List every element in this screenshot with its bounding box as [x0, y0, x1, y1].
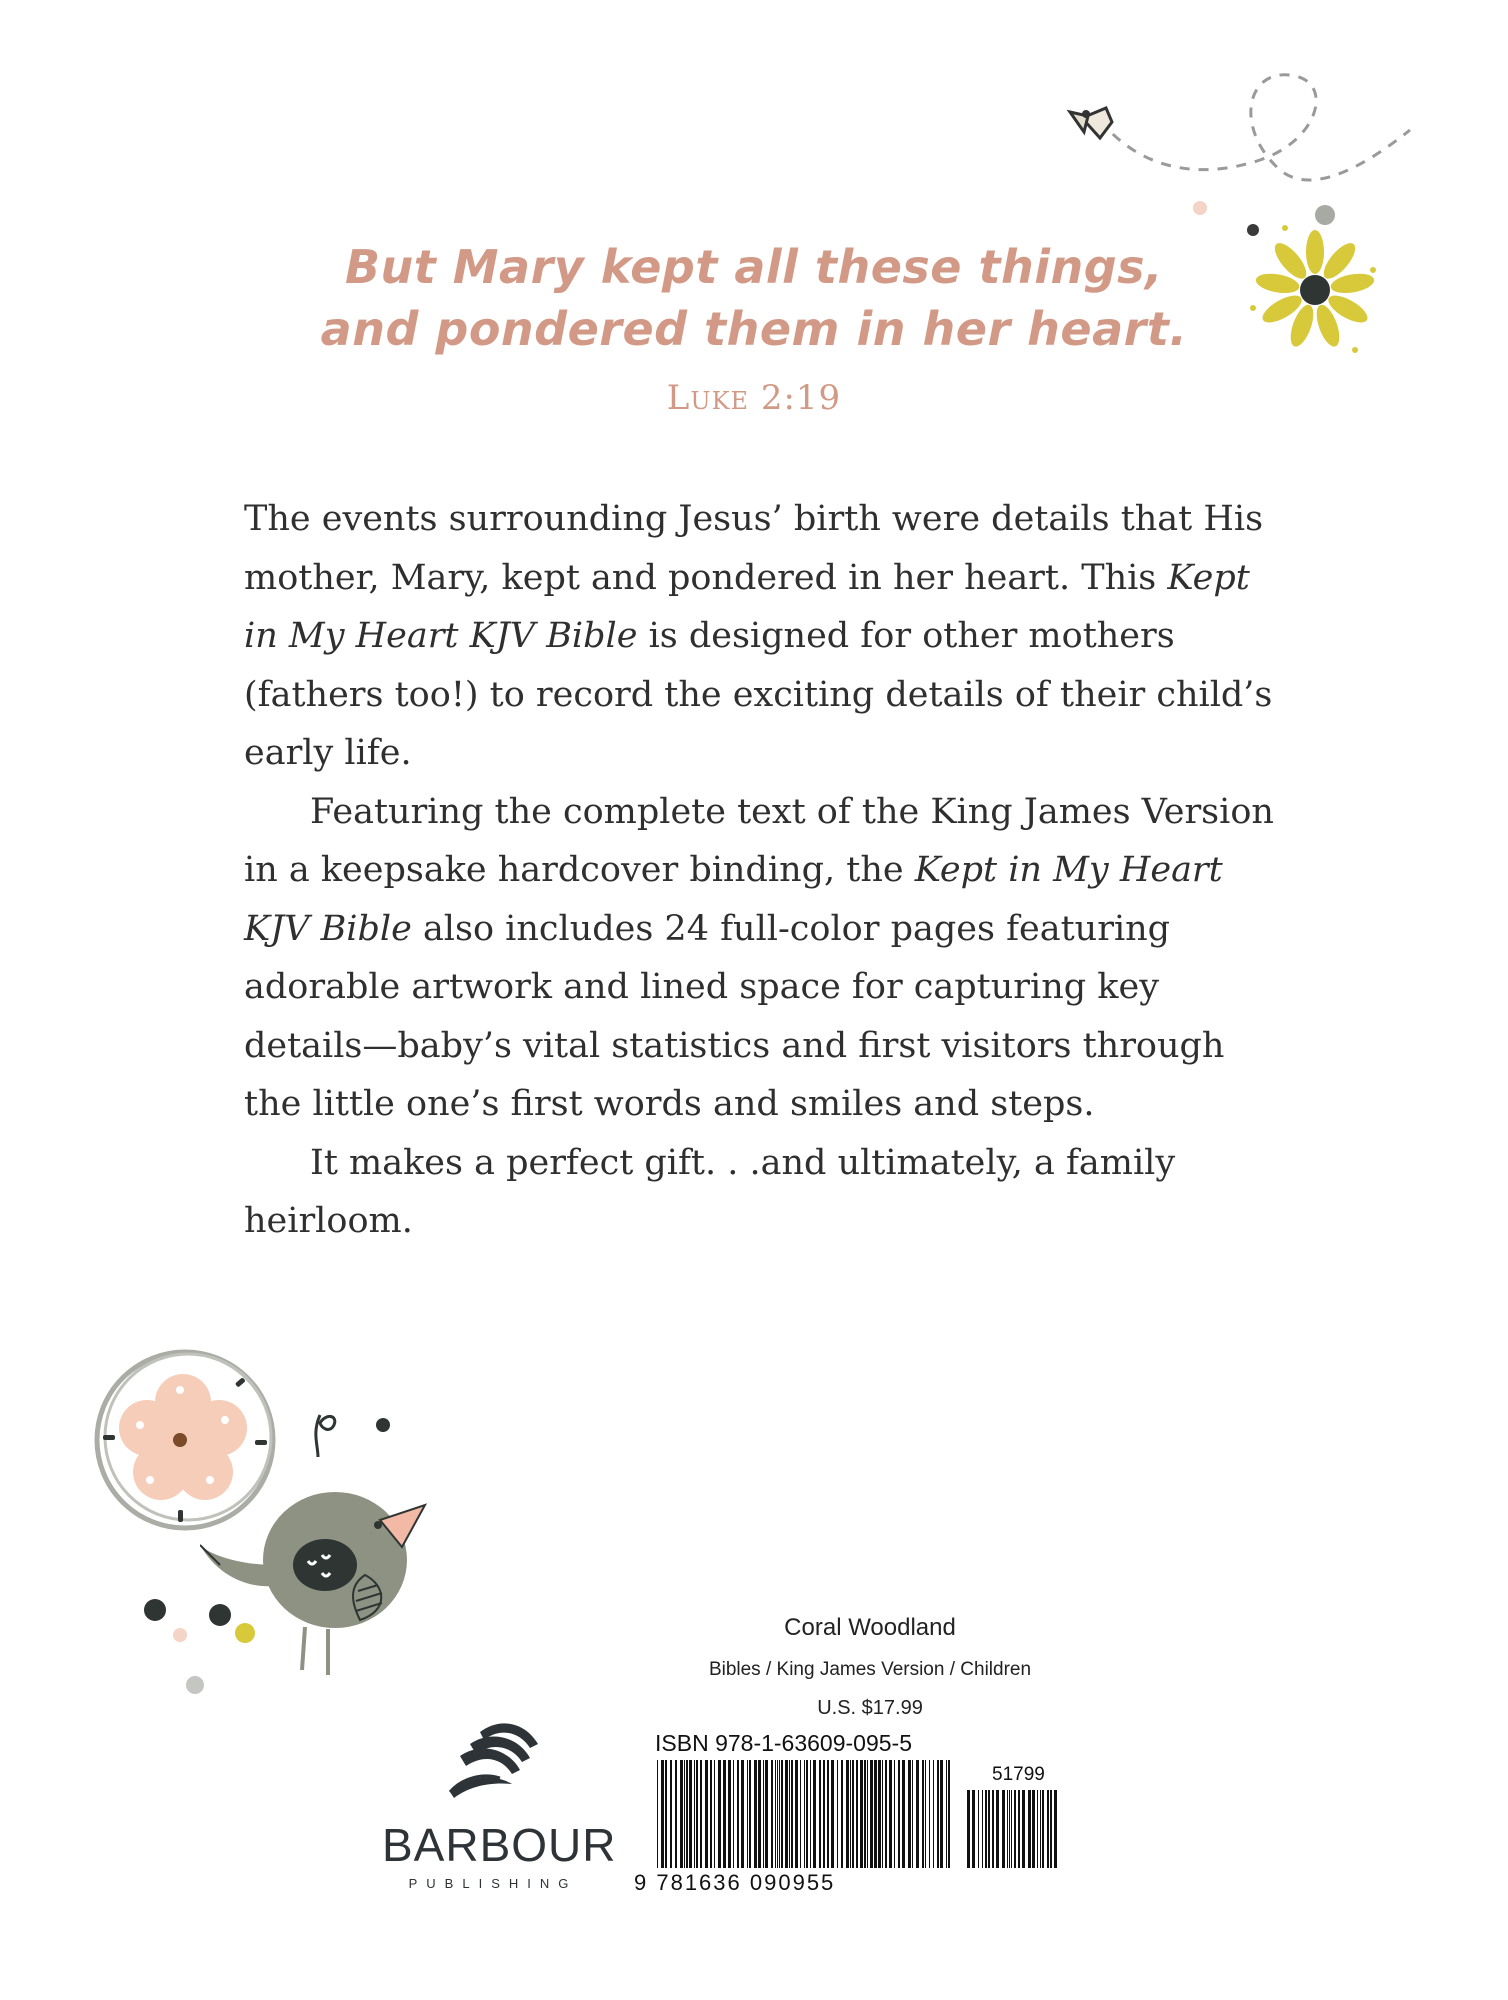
barcode-bar	[988, 1790, 990, 1868]
barcode-bar	[775, 1760, 776, 1868]
barcode-bar	[675, 1760, 677, 1868]
price-code: 51799	[992, 1764, 1045, 1785]
barcode-bar	[754, 1760, 757, 1868]
barcode-bar	[1022, 1790, 1025, 1868]
barcode-bar	[912, 1760, 913, 1868]
p2-book-title: Kept in My Heart KJV Bible	[244, 850, 1223, 949]
barcode-bar	[1014, 1790, 1016, 1868]
barcode-bar	[916, 1760, 919, 1868]
barcode-bar	[758, 1760, 761, 1868]
barcode-bar	[823, 1760, 825, 1868]
barcode-bar	[1040, 1790, 1041, 1868]
barcode-bar	[1009, 1790, 1010, 1868]
barcode-bar	[749, 1760, 751, 1868]
description-paragraph-3: It makes a perfect gift. . .and ultimately, a family heirloom.	[244, 1142, 1176, 1241]
barcode-bar	[972, 1790, 975, 1868]
barcode-bar	[870, 1760, 873, 1868]
barcode-bar	[982, 1790, 983, 1868]
barcode-bar	[898, 1760, 900, 1868]
category-path: Bibles / King James Version / Children	[708, 1659, 1032, 1680]
barcode-bar	[819, 1760, 821, 1868]
barcode-bar	[908, 1760, 911, 1868]
barcode-bar	[860, 1760, 863, 1868]
barcode-bar	[680, 1760, 683, 1868]
barcode-bar	[856, 1760, 858, 1868]
barcode-bar	[728, 1760, 731, 1868]
barcode-bar	[670, 1760, 672, 1868]
p1-text-b: is designed for other mothers (fathers too!) to record the exciting details of their child’s early life.	[244, 616, 1273, 773]
barcode-bar	[827, 1760, 829, 1868]
barcode-bar	[741, 1760, 744, 1868]
barcode-bar	[733, 1760, 734, 1868]
barcode-bar	[882, 1760, 883, 1868]
barcode-bar	[795, 1760, 798, 1868]
barcode-bar	[763, 1760, 764, 1868]
barcode-bar	[700, 1760, 702, 1868]
barcode-bar	[785, 1760, 788, 1868]
barcode-bar	[933, 1760, 934, 1868]
barcode-bar	[902, 1760, 905, 1868]
barcode-bar	[1047, 1790, 1049, 1868]
barcode-bar	[710, 1760, 712, 1868]
barcode-bar	[723, 1760, 726, 1868]
barcode-bar	[885, 1760, 887, 1868]
barcode-bar	[696, 1760, 698, 1868]
barcode-bar	[922, 1760, 924, 1868]
barcode-bar	[684, 1760, 685, 1868]
barcode-bar	[1007, 1790, 1008, 1868]
isbn: ISBN 978-1-63609-095-5	[655, 1730, 912, 1756]
barcode-bar	[985, 1790, 987, 1868]
barcode-bar	[1032, 1790, 1035, 1868]
barcode-digits: 9 781636 090955	[634, 1870, 836, 1895]
barcode-bar	[874, 1760, 877, 1868]
quote-reference: Luke 2:19	[666, 378, 842, 418]
barcode-bar	[946, 1760, 947, 1868]
quote-line-1: But Mary kept all these things,	[344, 240, 1164, 294]
barcode-bar	[800, 1760, 801, 1868]
barcode-bar	[737, 1760, 739, 1868]
barcode-bar	[925, 1760, 926, 1868]
barcode-bar	[718, 1760, 721, 1868]
barcode-bar	[813, 1760, 816, 1868]
barcode-bar	[940, 1760, 943, 1868]
barcode-bar	[810, 1760, 811, 1868]
barcode-bar	[837, 1760, 838, 1868]
barcode-bar	[779, 1760, 780, 1868]
edition-name: Coral Woodland	[784, 1614, 956, 1641]
barcode-bar	[1054, 1790, 1057, 1868]
barcode-addon-icon	[965, 1790, 1063, 1868]
barcode-icon	[655, 1760, 953, 1868]
barcode-bar	[889, 1760, 892, 1868]
bird-dots	[130, 1590, 330, 1710]
barcode-bar	[791, 1760, 793, 1868]
barcode-bar	[929, 1760, 930, 1868]
barcode-bar	[686, 1760, 688, 1868]
description	[244, 490, 1284, 1251]
p1-book-title: Kept in My Heart KJV Bible	[244, 557, 1250, 656]
barcode-bar	[657, 1760, 658, 1868]
description-paragraph-2	[244, 783, 1284, 1134]
price: U.S. $17.99	[817, 1697, 923, 1719]
barcode-bar	[996, 1790, 999, 1868]
description-paragraph-1	[244, 490, 1284, 783]
p1-text-a: The events surrounding Jesus’ birth were details that His mother, Mary, kept and pondered in her heart. This	[244, 499, 1264, 598]
barcode-bar	[948, 1760, 950, 1868]
barcode-bar	[1050, 1790, 1052, 1868]
barcode-bar	[789, 1760, 790, 1868]
barcode-bar	[852, 1760, 854, 1868]
barcode-bar	[694, 1760, 695, 1868]
barcode-bar	[831, 1760, 834, 1868]
barcode-bar	[992, 1790, 994, 1868]
barcode-bar	[781, 1760, 783, 1868]
barcode-bar	[978, 1790, 979, 1868]
barcode-bar	[846, 1760, 849, 1868]
quote-line-2: and pondered them in her heart.	[320, 302, 1188, 356]
barcode-bar	[804, 1760, 805, 1868]
barcode-bar	[867, 1760, 868, 1868]
p2-text-b: also includes 24 full-color pages featuring adorable artwork and lined space for capturing key details—baby’s vital statistics and first visitors through the little one’s first words and smiles and steps.	[244, 908, 1225, 1124]
barcode-bar	[937, 1760, 939, 1868]
barcode-bar	[665, 1760, 667, 1868]
publisher-name: BARBOUR	[382, 1819, 617, 1871]
publisher-sub: PUBLISHING	[408, 1876, 578, 1891]
barcode-bar	[661, 1760, 664, 1868]
barcode-bar	[1011, 1790, 1012, 1868]
p2-text-a: Featuring the complete text of the King James Version in a keepsake hardcover binding, the	[244, 791, 1274, 890]
barcode-bar	[747, 1760, 748, 1868]
barcode-bar	[1037, 1790, 1038, 1868]
barcode-bar	[841, 1760, 843, 1868]
barcode-bar	[689, 1760, 692, 1868]
barcode-bar	[967, 1790, 970, 1868]
barcode-bar	[806, 1760, 808, 1868]
barcode-bar	[864, 1760, 866, 1868]
barcode-bar	[714, 1760, 715, 1868]
barcode-bar	[1042, 1790, 1044, 1868]
barcode-bar	[705, 1760, 708, 1868]
book-logo-icon	[440, 1712, 550, 1802]
barcode-bar	[777, 1760, 778, 1868]
barcode-bar	[1002, 1790, 1005, 1868]
barcode-bar	[878, 1760, 881, 1868]
barcode-bar	[765, 1760, 768, 1868]
barcode-bar	[1028, 1790, 1031, 1868]
barcode-bar	[894, 1760, 895, 1868]
barcode-bar	[850, 1760, 851, 1868]
barcode-bar	[1018, 1790, 1020, 1868]
moth-icon	[1070, 108, 1112, 138]
barcode-bar	[771, 1760, 773, 1868]
